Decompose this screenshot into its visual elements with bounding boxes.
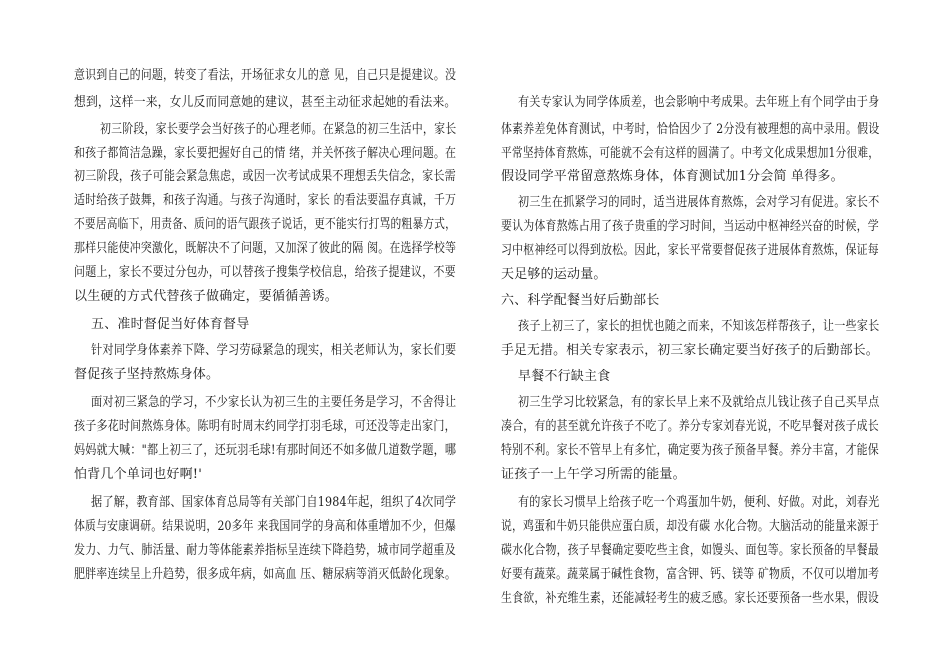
text-line: 天足够的运动量。 [501, 267, 607, 282]
text-line: 平常坚持体育熬炼，可能就不会有这样的圆满了。中考文化成果想加1分很难， [501, 146, 880, 161]
text-line: 不要居高临下，用责备、质问的语气跟孩子说话，更不能实行打骂的粗暴方式， [74, 217, 456, 232]
text-line: 碳水化合物，孩子早餐确定要吃些主食，如馒头、面包等。家长预备的早餐最 [501, 543, 879, 558]
text-line: 习中枢神经可以得到放松。因此，家长平常要督促孩子进展体育熬炼，保证每 [501, 243, 879, 258]
subsection-heading: 早餐不行缺主食 [518, 369, 611, 384]
text-line: 那样只能使冲突激化，既解决不了问题，又加深了彼此的隔 阂。在选择学校等 [74, 241, 457, 256]
text-line: 妈妈就大喊："都上初三了，还玩羽毛球!有那时间还不如多做几道数学题，哪 [74, 443, 457, 458]
text-line: 要认为体育熬炼占用了孩子贵重的学习时间，当运动中枢神经兴奋的时候，学 [501, 219, 879, 234]
text-line: 初三生在抓紧学习的同时，适当进展体育熬炼，会对学习有促进。家长不 [518, 195, 880, 210]
text-line: 特别不利。家长不管早上有多忙，确定要为孩子预备早餐。养分丰富，才能保 [501, 443, 879, 458]
section-heading: 六、科学配餐当好后勤部长 [501, 293, 660, 308]
text-line: 孩子多花时间熬炼身体。陈明有时周末约同学打羽毛球，可还没等走出家门， [74, 419, 456, 434]
text-line: 好要有蔬菜。蔬菜属于碱性食物，富含钾、钙、镁等 矿物质，不仅可以增加考 [501, 567, 880, 582]
text-line: 想到，这样一来，女儿反而同意她的建议，甚至主动征求起她的看法来。 [74, 95, 457, 110]
text-line: 体质与安康调研。结果说明，20多年 来我国同学的身高和体重增加不少，但爆 [74, 519, 456, 534]
text-line: 有的家长习惯早上给孩子吃一个鸡蛋加牛奶，便利、好做。对此，刘春光 [518, 495, 880, 510]
text-line: 据了解，教育部、国家体育总局等有关部门自1984年起，组织了4次同学 [91, 495, 457, 510]
text-line: 证孩子一上午学习所需的能量。 [501, 467, 686, 482]
text-line: 假设同学平常留意熬炼身体，体育测试加1分会简 单得多。 [501, 169, 844, 184]
text-line: 督促孩子坚持熬炼身体。 [74, 367, 220, 382]
section-heading: 五、准时督促当好体育督导 [91, 317, 250, 332]
text-line: 初三阶段，家长要学会当好孩子的心理老师。在紧急的初三生活中，家长 [100, 122, 457, 137]
text-line: 说，鸡蛋和牛奶只能供应蛋白质，却没有碳 水化合物。大脑活动的能量来源于 [501, 519, 880, 534]
text-line: 问题上，家长不要过分包办，可以替孩子搜集学校信息，给孩子提建议，不要 [74, 265, 456, 280]
text-line: 针对同学身体素养下降、学习劳碌紧急的现实，相关老师认为，家长们要 [91, 343, 457, 358]
text-line: 体素养差免体育测试，中考时，恰恰因少了 2分没有被理想的高中录用。假设 [501, 122, 880, 137]
text-line: 和孩子都简洁急躁，家长要把握好自己的情 绪，并关怀孩子解决心理问题。在 [74, 146, 457, 161]
text-line: 面对初三紧急的学习，不少家长认为初三生的主要任务是学习，不舍得让 [91, 395, 457, 410]
text-line: 肥胖率连续呈上升趋势，很多成年病，如高血 压、糖尿病等消灭低龄化现象。 [74, 567, 457, 582]
text-line: 发力、力气、肺活量、耐力等体能素养指标呈连续下降趋势，城市同学超重及 [74, 543, 456, 558]
text-line: 孩子上初三了，家长的担忧也随之而来，不知该怎样帮孩子，让一些家长 [518, 319, 880, 334]
text-line: 初三生学习比较紧急，有的家长早上来不及就给点儿钱让孩子自己买早点 [518, 395, 880, 410]
text-line: 生食欲，补充维生素，还能减轻考生的疲乏感。家长还要预备一些水果，假设 [501, 591, 879, 606]
text-line: 意识到自己的问题，转变了看法，开场征求女儿的意 见，自己只是提建议。没 [74, 68, 457, 83]
text-line: 手足无措。相关专家表示，初三家长确定要当好孩子的后勤部长。 [501, 343, 879, 358]
text-line: 有关专家认为同学体质差，也会影响中考成果。去年班上有个同学由于身 [518, 95, 880, 110]
text-line: 凑合，有的甚至就允许孩子不吃了。养分专家刘春光说，不吃早餐对孩子成长 [501, 419, 879, 434]
text-line: 以生硬的方式代替孩子做确定，要循循善诱。 [74, 289, 339, 304]
text-line: 适时给孩子鼓舞，和孩子沟通。与孩子沟通时，家长 的看法要温存真诚，千万 [74, 193, 457, 208]
text-line: 怕背几个单词也好啊!' [74, 467, 202, 482]
text-line: 初三阶段，孩子可能会紧急焦虑，或因一次考试成果不理想丢失信念，家长需 [74, 169, 456, 184]
